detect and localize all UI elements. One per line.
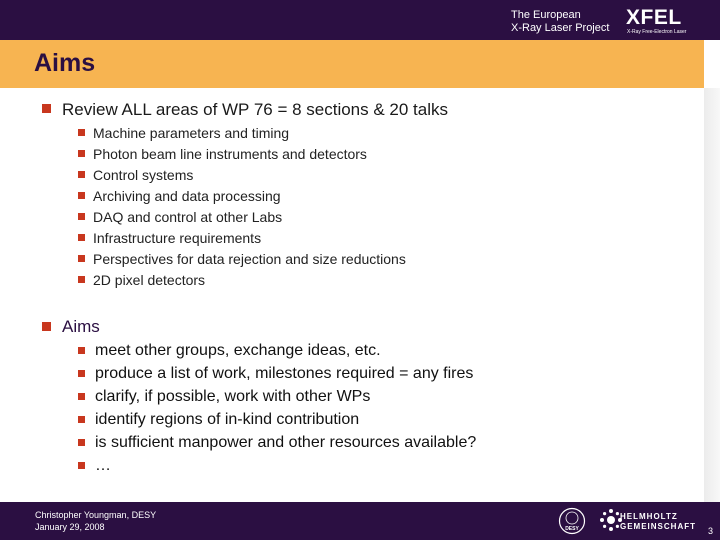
title-bar <box>0 40 704 88</box>
presentation-date: January 29, 2008 <box>35 522 105 532</box>
bullet-square-icon <box>78 129 85 136</box>
bullet-square-icon <box>78 150 85 157</box>
section-heading-review: Review ALL areas of WP 76 = 8 sections & 20 talks <box>62 100 449 119</box>
bullet-square-icon <box>78 370 85 377</box>
bullet-square-icon <box>78 213 85 220</box>
bullet-square-icon <box>78 234 85 241</box>
list-item: meet other groups, exchange ideas, etc. <box>95 342 381 359</box>
list-item: Infrastructure requirements <box>93 230 262 246</box>
list-item: Archiving and data processing <box>93 188 281 204</box>
project-line-1: The European <box>511 9 581 21</box>
xfel-logo <box>626 6 696 36</box>
bullet-square-icon <box>78 255 85 262</box>
xfel-logo-subtitle: X-Ray Free-Electron Laser <box>627 29 687 35</box>
desy-logo-icon <box>558 507 586 535</box>
helmholtz-line-1: HELMHOLTZ <box>620 512 678 521</box>
author-name: Christopher Youngman, DESY <box>35 510 157 520</box>
xfel-logo-word: XFEL <box>626 6 682 29</box>
bullet-square-icon <box>78 347 85 354</box>
bullet-square-icon <box>78 171 85 178</box>
bullet-square-icon <box>78 393 85 400</box>
list-item: Photon beam line instruments and detectors <box>93 146 367 162</box>
list-item: produce a list of work, milestones required = any fires <box>95 365 474 382</box>
list-item: DAQ and control at other Labs <box>93 209 283 225</box>
list-item: 2D pixel detectors <box>93 272 206 288</box>
list-item: is sufficient manpower and other resources available? <box>95 434 477 451</box>
page-number: 3 <box>708 526 714 536</box>
bullet-square-icon <box>78 276 85 283</box>
list-item: … <box>95 457 111 474</box>
bullet-square-icon <box>78 439 85 446</box>
helmholtz-line-2: GEMEINSCHAFT <box>620 522 696 531</box>
list-item: Perspectives for data rejection and size reductions <box>93 251 406 267</box>
project-line-2: X-Ray Laser Project <box>511 22 610 34</box>
section-heading-aims: Aims <box>62 317 100 336</box>
helmholtz-wordmark <box>620 512 696 532</box>
list-item: Control systems <box>93 167 194 183</box>
bullet-square-icon <box>42 322 51 331</box>
footer-author-info <box>35 509 156 533</box>
bullet-square-icon <box>78 462 85 469</box>
list-item: clarify, if possible, work with other WPs <box>95 388 371 405</box>
bullet-square-icon <box>78 416 85 423</box>
desy-logo-text: DESY <box>565 526 579 532</box>
list-item: Machine parameters and timing <box>93 125 290 141</box>
project-name <box>511 9 621 35</box>
bullet-square-icon <box>78 192 85 199</box>
slide-edge-shadow <box>704 88 720 502</box>
list-item: identify regions of in-kind contribution <box>95 411 360 428</box>
bullet-square-icon <box>42 104 51 113</box>
slide-title: Aims <box>34 49 96 77</box>
